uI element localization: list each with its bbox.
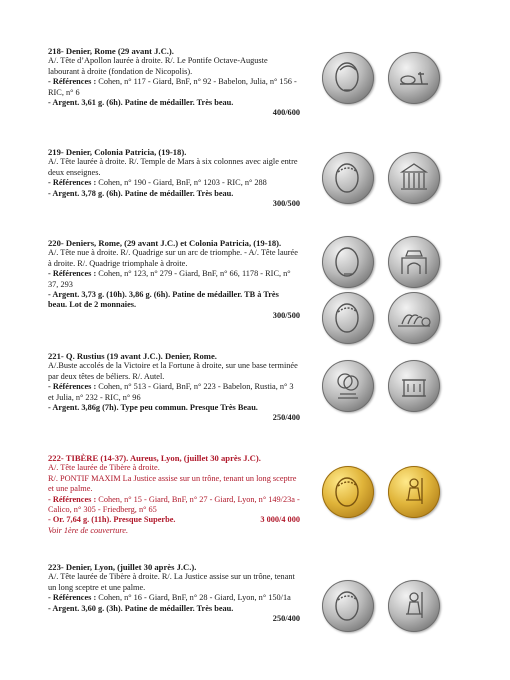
lot-estimate: 250/400 <box>272 614 300 624</box>
lot-description: A/. Tête laurée de Tibère à droite. R/. La Justice assise sur un trône, tenant un long sceptre et une palme. <box>48 572 295 592</box>
lot-estimate: 300/500 <box>272 199 300 209</box>
lot-title: 221- Q. Rustius (19 avant J.C.). Denier, Rome. <box>48 351 217 361</box>
busts-icon <box>322 360 374 412</box>
lot-220 <box>48 238 300 321</box>
seated-justice-icon <box>388 580 440 632</box>
lot-grade: - Argent. 3,61 g. (6h). Patine de médailler. Très beau. <box>48 98 234 108</box>
quadriga-icon <box>388 292 440 344</box>
lot-description: A/. Tête d’Apollon laurée à droite. R/. Le Pontife Octave-Auguste labourant à droite (fondation de Nicopolis). <box>48 56 268 76</box>
lot-note: Voir 1ère de couverture. <box>48 525 129 535</box>
lot-description-reverse: R/. PONTIF MAXIM La Justice assise sur un trône, tenant un long sceptre et une palme. <box>48 473 297 494</box>
lot-estimate: 3 000/4 000 <box>260 515 300 525</box>
temple-icon <box>388 152 440 204</box>
coins-lot-222 <box>322 466 462 522</box>
tiberius-head-icon <box>322 466 374 518</box>
lot-title: 219- Denier, Colonia Patricia, (19-18). <box>48 147 187 157</box>
lot-223 <box>48 562 300 624</box>
lot-grade: - Argent. 3,78 g. (6h). Patine de médailler. Très beau. <box>48 188 234 198</box>
lot-title: 218- Denier, Rome (29 avant J.C.). <box>48 46 174 56</box>
coins-lot-220 <box>322 236 462 348</box>
lot-grade-row <box>48 515 300 525</box>
apollo-head-icon <box>322 52 374 104</box>
lot-title: 222- TIBÈRE (14-37). Aureus, Lyon, (juillet 30 après J.C). <box>48 453 261 463</box>
coins-lot-219 <box>322 152 462 208</box>
tiberius-head-icon <box>322 580 374 632</box>
altar-icon <box>388 360 440 412</box>
lot-references: - Références : Cohen, n° 15 - Giard, BnF, n° 27 - Giard, Lyon, n° 149/23a - Calico, n° 305 - Friedberg, n° 65 <box>48 494 300 515</box>
triumphal-arch-icon <box>388 236 440 288</box>
lot-grade: - Or. 7,64 g. (11h). Presque Superbe. <box>48 515 176 525</box>
seated-justice-icon <box>388 466 440 518</box>
coins-lot-221 <box>322 360 462 416</box>
lot-grade: - Argent. 3,86g (7h). Type peu commun. Presque Très Beau. <box>48 403 258 413</box>
lot-222 <box>48 453 300 536</box>
lot-218 <box>48 46 300 119</box>
laureate-head-icon <box>322 292 374 344</box>
lot-grade: - Argent. 3,73 g. (10h). 3,86 g. (6h). Patine de médailler. TB à Très beau. Lot de 2 monnaies. <box>48 290 279 310</box>
lot-description: A/. Tête laurée à droite. R/. Temple de Mars à six colonnes avec aigle entre deux enseignes. <box>48 157 298 177</box>
coins-lot-223 <box>322 580 462 636</box>
lot-references: - Références : Cohen, n° 117 - Giard, BnF, n° 92 - Babelon, Julia, n° 156 - RIC, n° 6 <box>48 77 297 97</box>
lot-grade: - Argent. 3,60 g. (3h). Patine de médailler. Très beau. <box>48 603 234 613</box>
lot-references: - Références : Cohen, n° 123, n° 279 - Giard, BnF, n° 66, 1178 - RIC, n° 37, 293 <box>48 269 291 289</box>
lot-description: A/.Buste accolés de la Victoire et la Fortune à droite, sur une base terminée par deux têtes de béliers. R/. Autel. <box>48 361 298 381</box>
lot-221 <box>48 351 300 424</box>
lot-title: 220- Deniers, Rome, (29 avant J.C.) et Colonia Patricia, (19-18). <box>48 238 282 248</box>
lot-estimate: 250/400 <box>272 413 300 423</box>
coins-lot-218 <box>322 52 462 108</box>
lot-description-obverse: A/. Tête laurée de Tibère à droite. <box>48 463 160 473</box>
lot-219 <box>48 147 300 209</box>
ploughing-figure-icon <box>388 52 440 104</box>
laureate-head-icon <box>322 152 374 204</box>
lot-title: 223- Denier, Lyon, (juillet 30 après J.C.). <box>48 562 197 572</box>
lot-references: - Références : Cohen, n° 16 - Giard, BnF, n° 28 - Giard, Lyon, n° 150/1a <box>48 593 291 603</box>
lot-references: - Références : Cohen, n° 513 - Giard, BnF, n° 223 - Babelon, Rustia, n° 3 et Julia, n° 232 - RIC, n° 96 <box>48 382 294 402</box>
lot-description: A/. Tête nue à droite. R/. Quadrige sur un arc de triomphe. - A/. Tête laurée à droite. R/. Quadrige triomphale à droite. <box>48 248 298 268</box>
lot-estimate: 400/600 <box>272 108 300 118</box>
lot-estimate: 300/500 <box>272 310 300 320</box>
lot-references: - Références : Cohen, n° 190 - Giard, BnF, n° 1203 - RIC, n° 288 <box>48 178 267 188</box>
bare-head-icon <box>322 236 374 288</box>
